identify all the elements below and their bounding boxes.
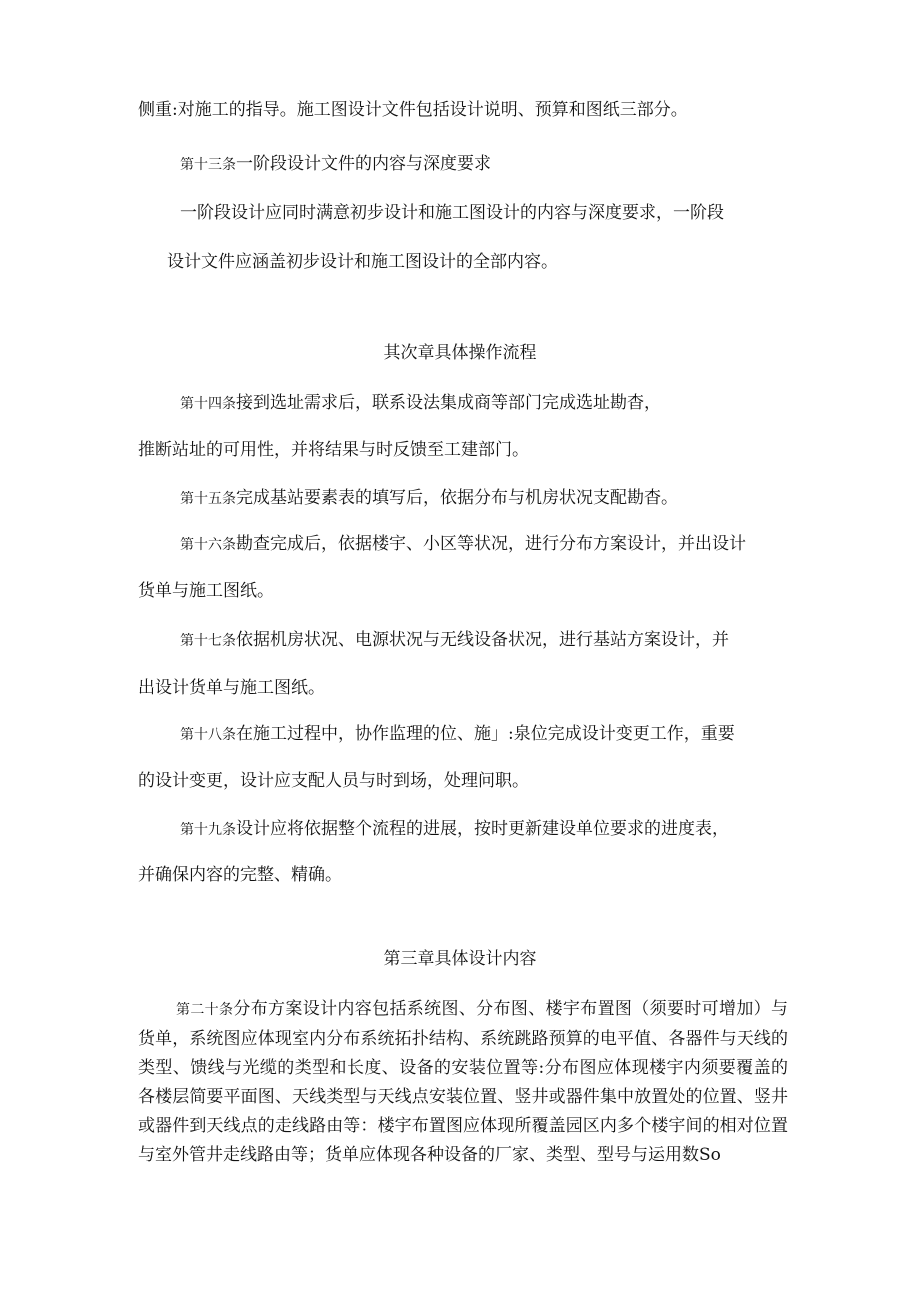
paragraph-line: 设计文件应涵盖初步设计和施工图设计的全部内容。 [167, 252, 558, 272]
article-13-heading [180, 153, 491, 176]
paragraph-line: 的设计变更，设计应支配人员与时到场，处理问职。 [138, 771, 529, 791]
article-number: 第十六条 [180, 537, 236, 553]
article-number: 第二十条 [176, 1002, 234, 1018]
chapter-2-title: 其次章具体操作流程 [383, 343, 537, 363]
article-18-line: 第十八条在施工过程中，协作监理的位、施」:泉位完成设计变更工作，重要 [180, 724, 735, 744]
article-20-paragraph [138, 995, 788, 1170]
article-14-line: 第十四条接到选址需求后，联系设法集成商等部门完成选址勘杳， [180, 393, 661, 413]
paragraph-line: 并确保内容的完整、精确。 [138, 865, 342, 885]
article-number: 第十七条 [180, 633, 236, 649]
article-17-line: 第十七条依据机房状况、电源状况与无线设备状况，进行基站方案设计，并 [180, 630, 729, 650]
article-16-line: 第十六条勘查完成后，依据楼宇、小区等状况，进行分布方案设计，并出设计 [180, 534, 746, 554]
chapter-3-title: 第三章具体设计内容 [383, 949, 537, 969]
paragraph-line: 侧重:对施工的指导。施工图设计文件包括设计说明、预算和图纸三部分。 [138, 100, 688, 120]
article-title: 一阶段设计文件的内容与深度要求 [236, 154, 491, 174]
article-19-line: 第十九条设计应将依据整个流程的进展，按时更新建设单位要求的进度表， [180, 819, 729, 839]
article-number: 第十三条 [180, 157, 236, 173]
article-15-line: 第十五条完成基站要素表的填写后，依据分布与机房状况支配勘杳。 [180, 488, 678, 508]
paragraph-line: 推断站址的可用性，并将结果与时反馈至工建部门。 [138, 440, 529, 460]
article-20-text: 分布方案设计内容包括系统图、分布图、楼宇布置图（须要时可增加）与货单，系统图应体现室内分布系统拓扑结构、系统跳路预算的电平值、各器件与天线的类型、馈线与光缆的类型和长度、设备的安装位置等:分布图应体现楼宇内须要覆盖的各楼层简要平面图、天线类型与天线点安装位置、竖井或器件集中放置处的位置、竖井或器件到天线点的走线路由等：楼宇布置图应体现所覆盖园区内多个楼宇间的相对位置与室外管井走线路由等；货单应体现各种设备的厂家、类型、型号与运用数So [138, 999, 789, 1165]
article-number: 第十九条 [180, 822, 236, 838]
article-number: 第十八条 [180, 727, 236, 743]
paragraph-line: 一阶段设计应同时满意初步设计和施工图设计的内容与深度要求，一阶段 [180, 203, 724, 223]
article-number: 第十五条 [180, 491, 236, 507]
article-number: 第十四条 [180, 396, 236, 412]
paragraph-line: 货单与施工图纸。 [138, 581, 274, 601]
paragraph-line: 出设计货单与施工图纸。 [138, 678, 325, 698]
